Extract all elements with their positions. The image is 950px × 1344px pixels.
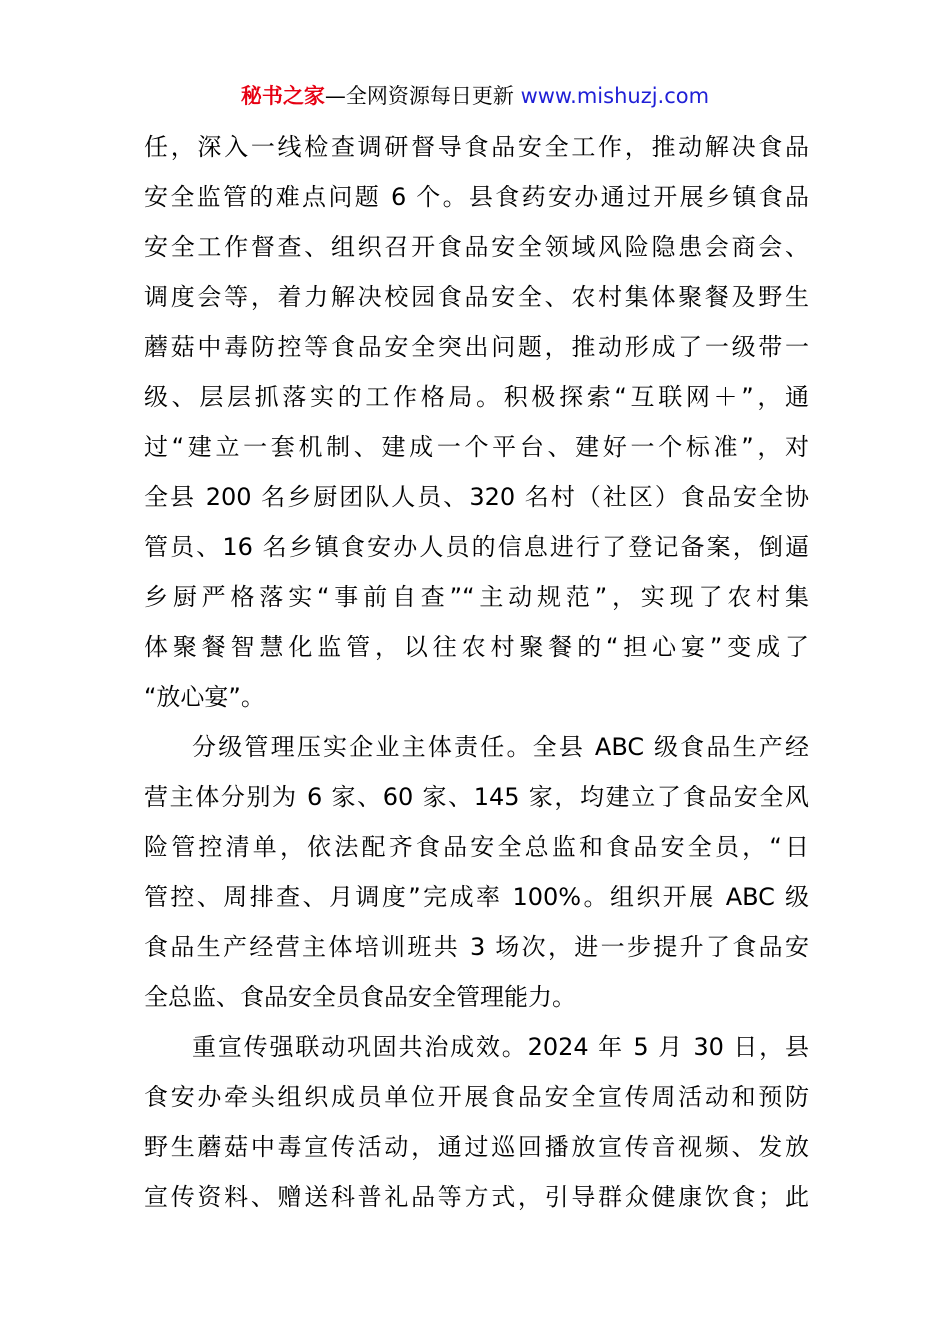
- text-line: 营主体分别为 6 家、60 家、145 家，均建立了食品安全风: [144, 783, 809, 811]
- document-body: [144, 122, 809, 1222]
- brand-name: 秘书之家: [240, 84, 325, 108]
- text-line: 食品生产经营主体培训班共 3 场次，进一步提升了食品安: [144, 933, 809, 961]
- text-line: 管控、周排查、月调度”完成率 100%。组织开展 ABC 级: [144, 883, 809, 911]
- text-line: 蘑菇中毒防控等食品安全突出问题，推动形成了一级带一: [144, 333, 809, 361]
- text-line: 体聚餐智慧化监管，以往农村聚餐的“担心宴”变成了: [144, 633, 809, 661]
- text-line: 任，深入一线检查调研督导食品安全工作，推动解决食品: [144, 133, 809, 161]
- paragraph-start-line: 重宣传强联动巩固共治成效。2024 年 5 月 30 日，县: [192, 1033, 809, 1061]
- paragraph-end-line: 全总监、食品安全员食品安全管理能力。: [144, 983, 576, 1011]
- text-line: 宣传资料、赠送科普礼品等方式，引导群众健康饮食；此: [144, 1183, 809, 1211]
- text-line: 食安办牵头组织成员单位开展食品安全宣传周活动和预防: [144, 1083, 809, 1111]
- paragraph-end-line: “放心宴”。: [144, 683, 265, 711]
- site-header: [0, 80, 950, 112]
- text-line: 全县 200 名乡厨团队人员、320 名村（社区）食品安全协: [144, 483, 809, 511]
- text-line: 管员、16 名乡镇食安办人员的信息进行了登记备案，倒逼: [144, 533, 809, 561]
- text-line: 安全监管的难点问题 6 个。县食药安办通过开展乡镇食品: [144, 183, 809, 211]
- site-url-link[interactable]: www.mishuzj.com: [520, 84, 710, 108]
- text-line: 调度会等，着力解决校园食品安全、农村集体聚餐及野生: [144, 283, 809, 311]
- text-line: 过“建立一套机制、建成一个平台、建好一个标准”，对: [144, 433, 809, 461]
- text-line: 乡厨严格落实“事前自查”“主动规范”，实现了农村集: [144, 583, 809, 611]
- paragraph-start-line: 分级管理压实企业主体责任。全县 ABC 级食品生产经: [192, 733, 809, 761]
- text-line: 野生蘑菇中毒宣传活动，通过巡回播放宣传音视频、发放: [144, 1133, 809, 1161]
- header-tagline: —全网资源每日更新: [324, 84, 514, 108]
- text-line: 险管控清单，依法配齐食品安全总监和食品安全员，“日: [144, 833, 809, 861]
- text-line: 级、层层抓落实的工作格局。积极探索“互联网＋”，通: [144, 383, 809, 411]
- text-line: 安全工作督查、组织召开食品安全领域风险隐患会商会、: [144, 233, 809, 261]
